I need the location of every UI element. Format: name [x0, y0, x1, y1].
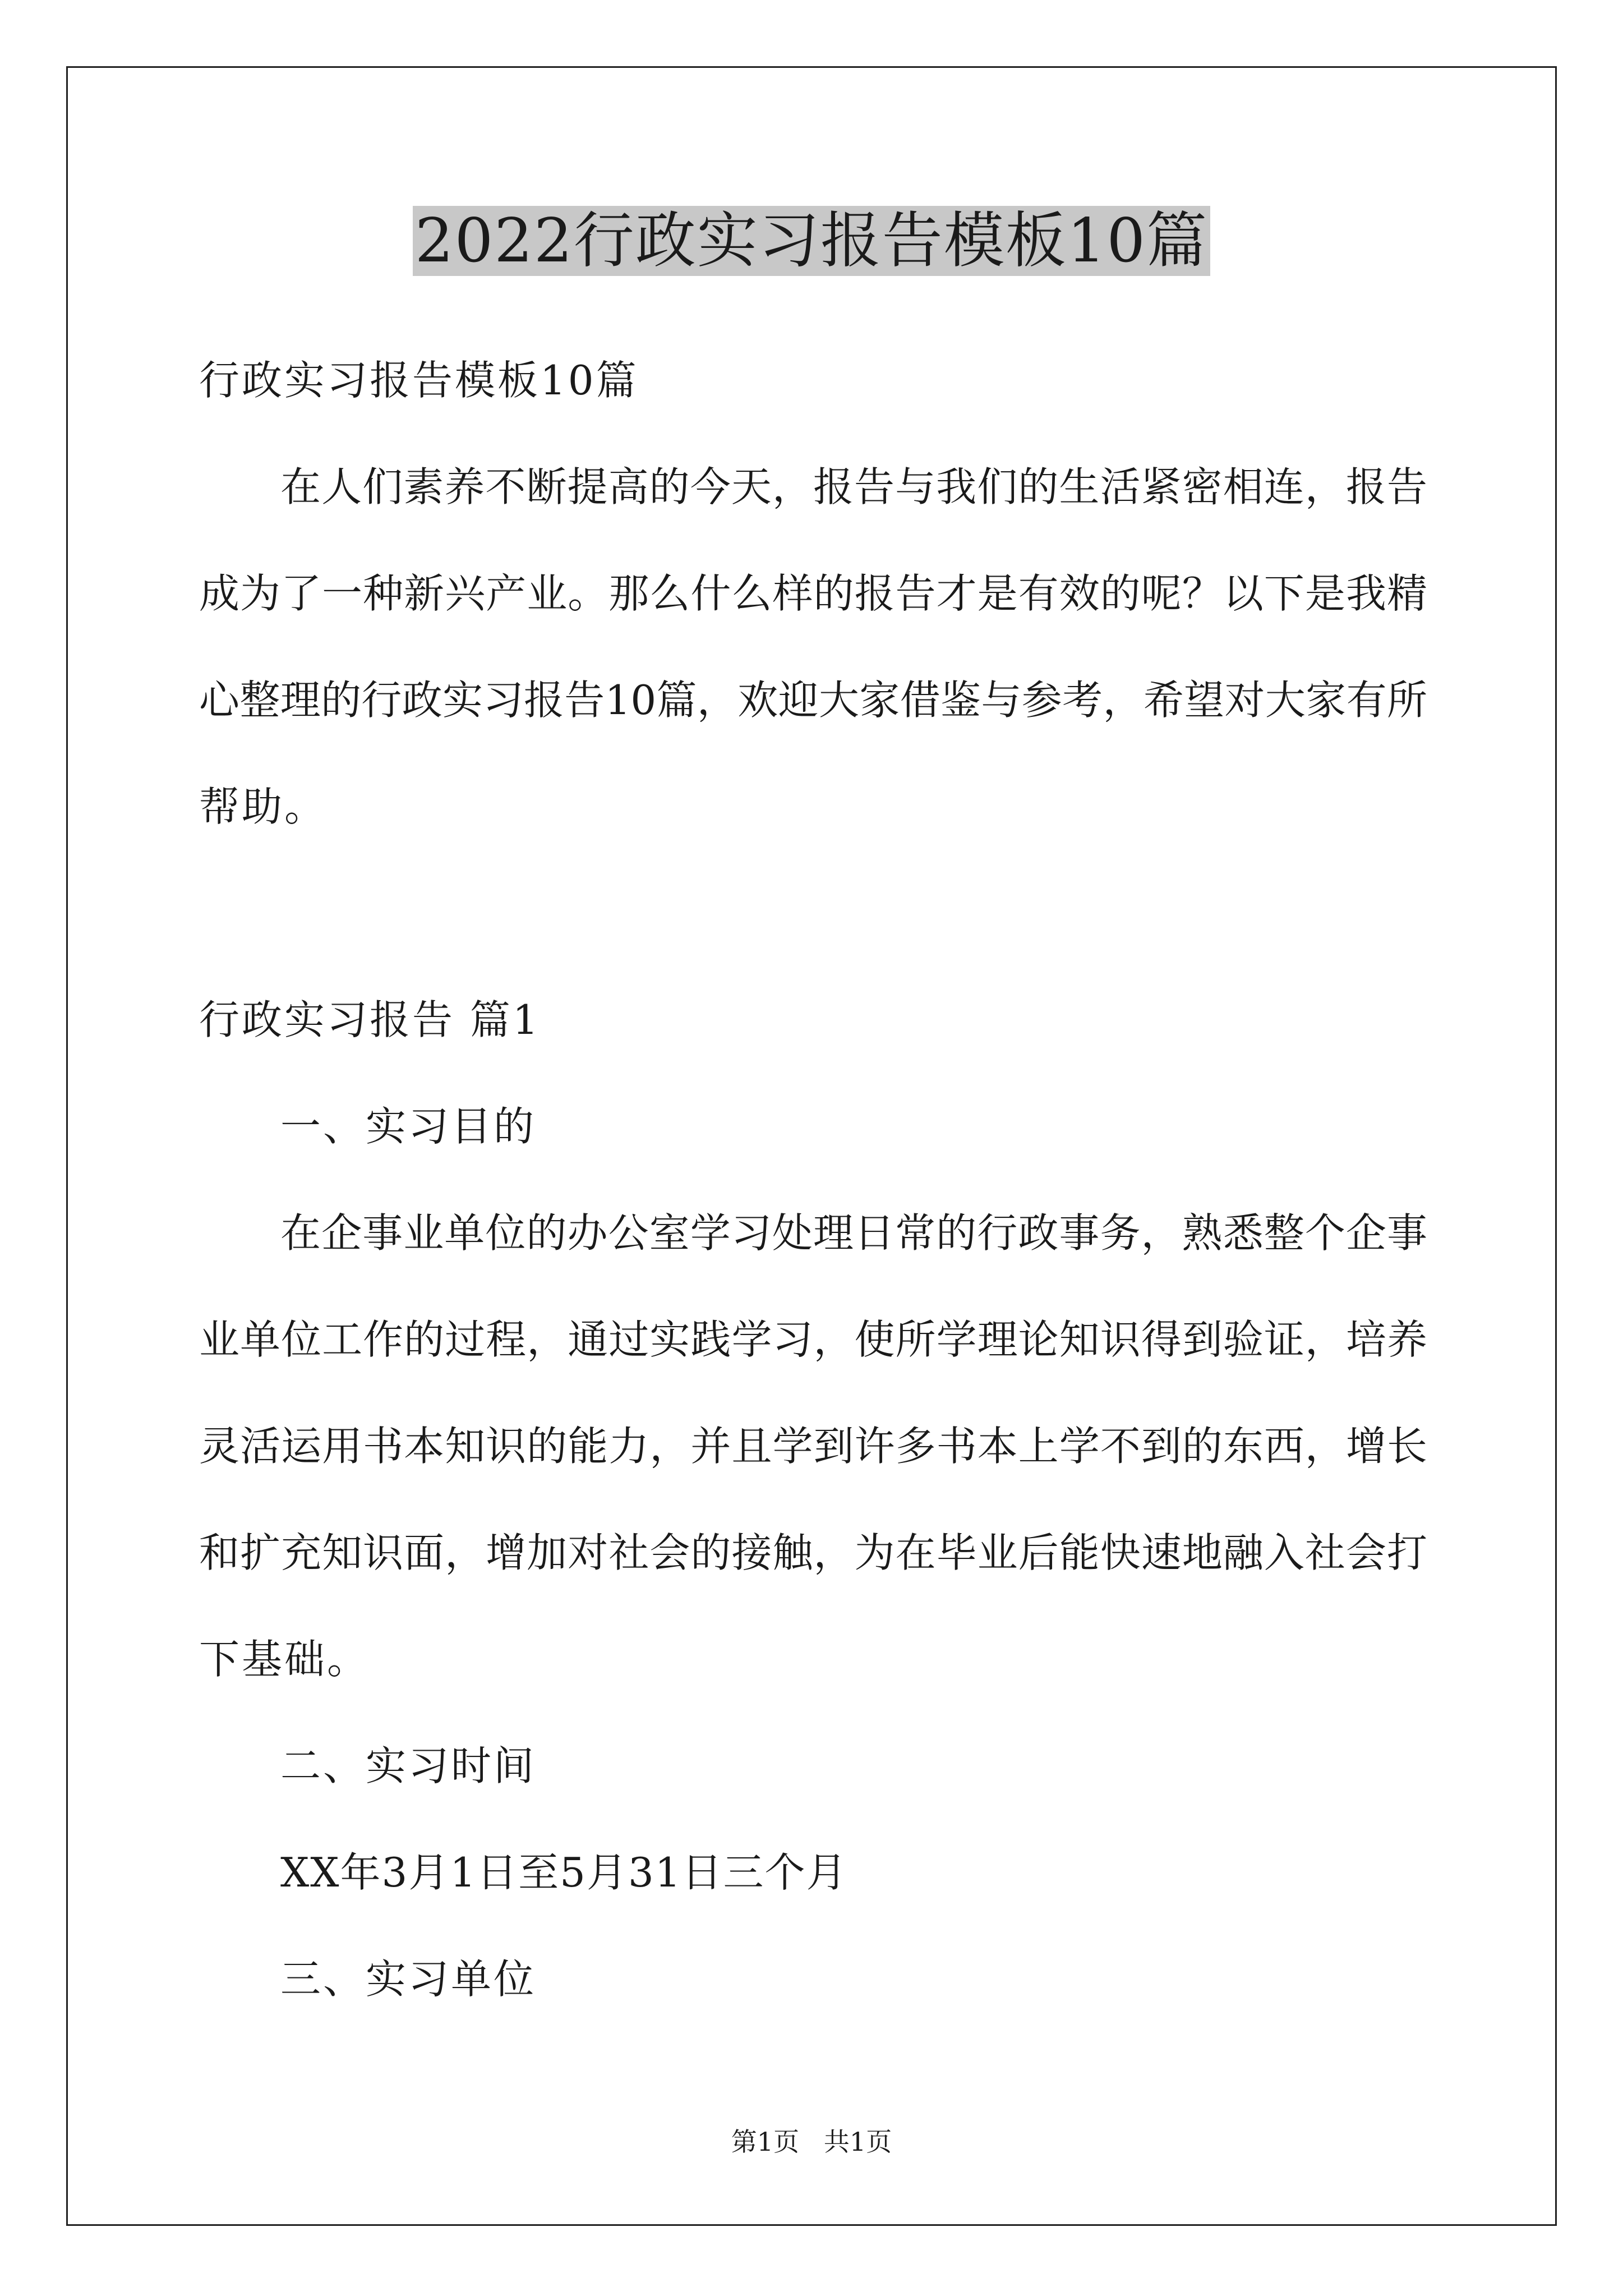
purpose-line-1: 在企事业单位的办公室学习处理日常的行政事务，熟悉整个企事 [280, 1209, 1427, 1257]
unit-heading: 三、实习单位 [280, 1955, 537, 2003]
intro-line-2: 成为了一种新兴产业。那么什么样的报告才是有效的呢？以下是我精 [199, 570, 1427, 617]
time-value: XX年3月1日至5月31日三个月 [280, 1849, 848, 1896]
purpose-heading: 一、实习目的 [280, 1103, 537, 1150]
intro-line-4: 帮助。 [199, 783, 328, 830]
section-heading: 行政实习报告 篇1 [199, 996, 541, 1043]
purpose-line-4: 和扩充知识面，增加对社会的接触，为在毕业后能快速地融入社会打 [199, 1529, 1427, 1576]
document-title [0, 199, 1623, 283]
time-heading: 二、实习时间 [280, 1742, 537, 1789]
intro-line-1: 在人们素养不断提高的今天，报告与我们的生活紧密相连，报告 [280, 463, 1427, 510]
purpose-line-2: 业单位工作的过程，通过实践学习，使所学理论知识得到验证，培养 [199, 1316, 1427, 1363]
intro-line-3: 心整理的行政实习报告10篇，欢迎大家借鉴与参考，希望对大家有所 [199, 677, 1427, 724]
purpose-line-3: 灵活运用书本知识的能力，并且学到许多书本上学不到的东西，增长 [199, 1423, 1427, 1470]
page-footer: 第1页 共1页 [731, 2127, 892, 2157]
purpose-line-5: 下基础。 [199, 1636, 370, 1683]
document-subtitle: 行政实习报告模板10篇 [199, 357, 639, 404]
document-title-text: 2022行政实习报告模板10篇 [413, 206, 1210, 276]
